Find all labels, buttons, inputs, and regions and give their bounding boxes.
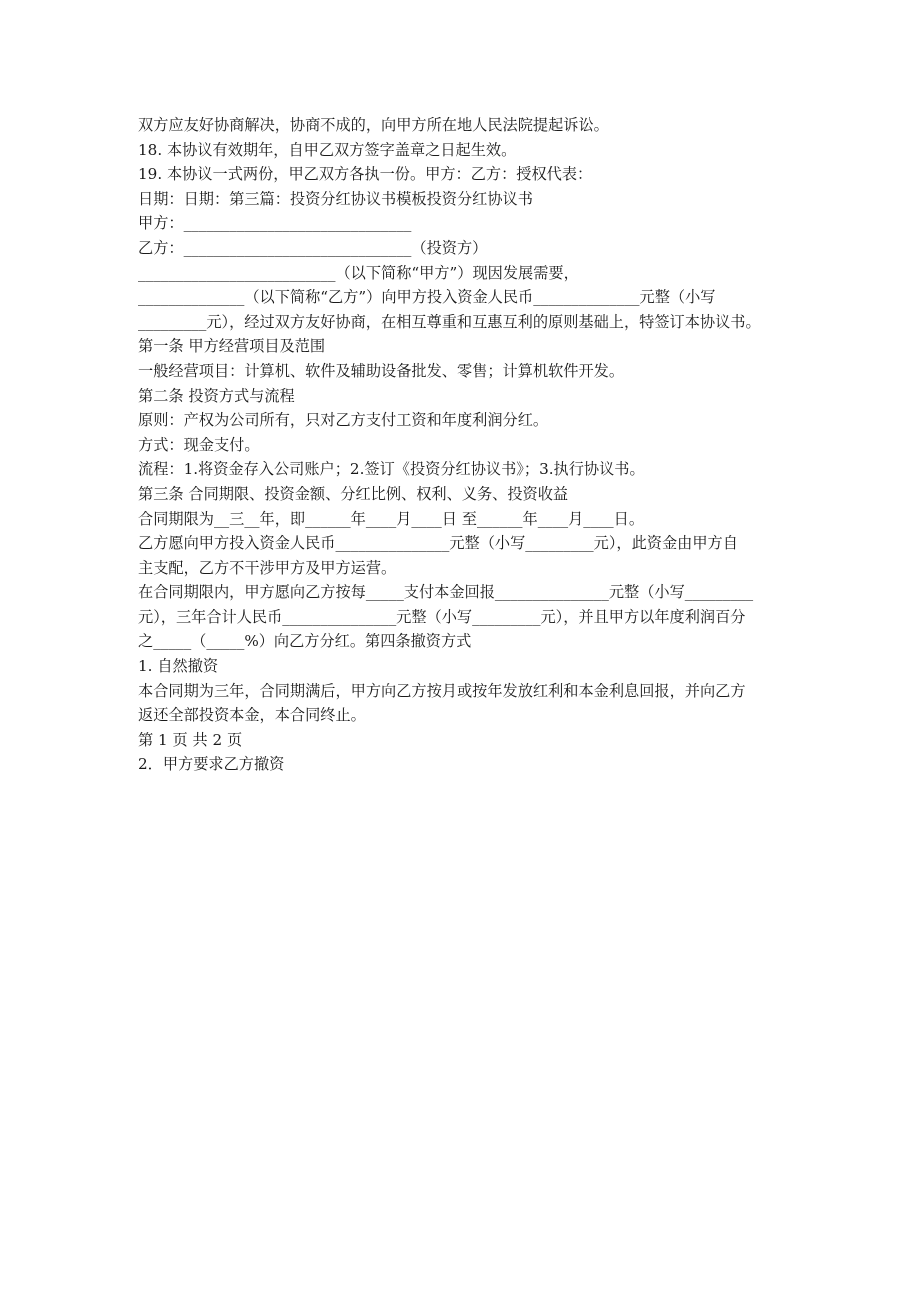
text-line: 流程：1.将资金存入公司账户；2.签订《投资分红协议书》；3.执行协议书。 <box>138 460 645 479</box>
text-line: 之_____（_____%）向乙方分红。第四条撤资方式 <box>138 632 472 651</box>
text-line: 原则：产权为公司所有，只对乙方支付工资和年度利润分红。 <box>138 411 549 430</box>
text-line: 双方应友好协商解决，协商不成的，向甲方所在地人民法院提起诉讼。 <box>138 116 609 134</box>
subsection-heading: 1. 自然撤资 <box>138 657 219 676</box>
clause-19: 19. 本协议一式两份，甲乙双方各执一份。甲方：乙方：授权代表： <box>138 165 593 184</box>
subsection-heading: 2．甲方要求乙方撤资 <box>138 755 285 774</box>
article-2-heading: 第二条 投资方式与流程 <box>138 386 295 405</box>
text-line: 在合同期限内，甲方愿向乙方按每_____支付本金回报_______________元整（小写_________ <box>138 583 754 602</box>
party-a-line: 甲方：______________________________ <box>138 214 412 233</box>
article-3-heading: 第三条 合同期限、投资金额、分红比例、权利、义务、投资收益 <box>138 484 569 503</box>
text-line: 方式：现金支付。 <box>138 435 260 454</box>
text-line: 乙方愿向甲方投入资金人民币_______________元整（小写_________元），此资金由甲方自 <box>138 534 738 553</box>
text-line: 本合同期为三年，合同期满后，甲方向乙方按月或按年发放红利和本金利息回报，并向乙方 <box>138 681 746 700</box>
page-number: 第 1 页 共 2 页 <box>138 730 243 749</box>
article-1-heading: 第一条 甲方经营项目及范围 <box>138 337 326 356</box>
text-line: 元），三年合计人民币_______________元整（小写_________元），并且甲方以年度利润百分 <box>138 607 746 626</box>
text-line: ______________（以下简称“乙方”）向甲方投入资金人民币______________元整（小写 <box>138 288 716 307</box>
text-line: 返还全部投资本金，本合同终止。 <box>138 706 366 725</box>
text-line: 一般经营项目：计算机、软件及辅助设备批发、零售；计算机软件开发。 <box>138 361 624 380</box>
party-b-line: 乙方：______________________________（投资方） <box>138 238 488 257</box>
text-line: _________元），经过双方友好协商，在相互尊重和互惠互利的原则基础上，特签订本协议书。 <box>138 312 761 331</box>
text-line: 主支配，乙方不干涉甲方及甲方运营。 <box>138 558 397 577</box>
clause-18: 18. 本协议有效期年，自甲乙双方签字盖章之日起生效。 <box>138 140 517 159</box>
date-and-title-line: 日期：日期：第三篇：投资分红协议书模板投资分红协议书 <box>138 189 533 208</box>
document-page <box>138 113 784 777</box>
text-line: 合同期限为__三__年，即______年____月____日 至______年____月____日。 <box>138 509 645 528</box>
text-line: __________________________（以下简称“甲方”）现因发展需要， <box>138 263 579 282</box>
